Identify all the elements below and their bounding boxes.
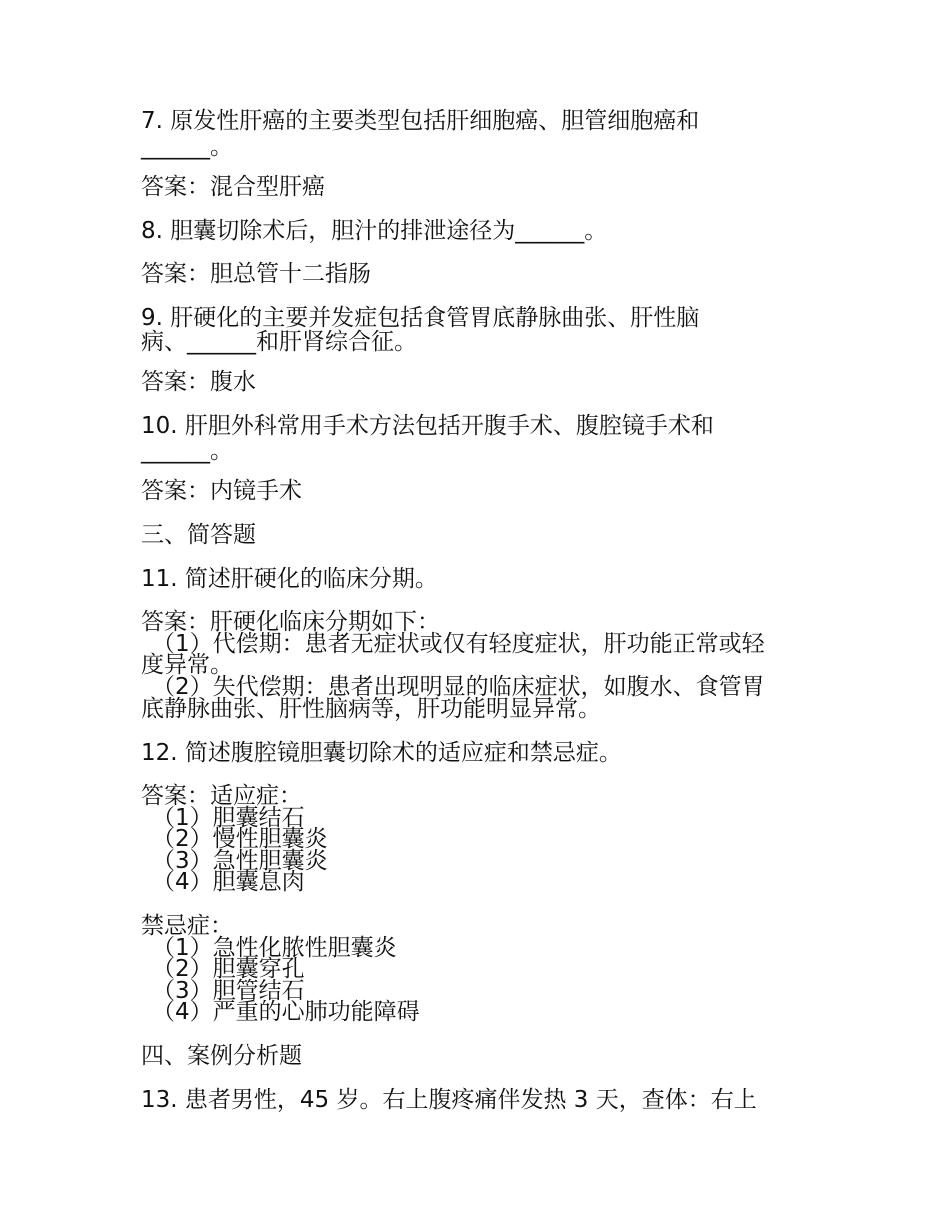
- question-13-line-1: 13. 患者男性，45 岁。右上腹疼痛伴发热 3 天，查体：右上: [141, 1087, 757, 1113]
- answer-11-item-2-line-1: （2）失代偿期：患者出现明显的临床症状，如腹水、食管胃: [152, 674, 765, 700]
- question-10-line-2: ______。: [141, 438, 233, 464]
- contraindications-label: 禁忌症：: [141, 913, 233, 939]
- indication-item-2: （2）慢性胆囊炎: [152, 826, 328, 852]
- answer-7: 答案：混合型肝癌: [141, 174, 325, 200]
- section-heading-short-answer: 三、简答题: [141, 522, 256, 548]
- question-9-line-1: 9. 肝硬化的主要并发症包括食管胃底静脉曲张、肝性脑: [141, 305, 700, 331]
- answer-11-intro: 答案：肝硬化临床分期如下：: [141, 609, 440, 635]
- answer-10: 答案：内镜手术: [141, 478, 302, 504]
- indication-item-4: （4）胆囊息肉: [152, 869, 305, 895]
- contraindication-item-3: （3）胆管结石: [152, 978, 305, 1004]
- answer-9: 答案：腹水: [141, 369, 256, 395]
- question-7-line-1: 7. 原发性肝癌的主要类型包括肝细胞癌、胆管细胞癌和: [141, 108, 700, 134]
- answer-11-item-1-line-2: 度异常。: [141, 652, 233, 678]
- contraindication-item-2: （2）胆囊穿孔: [152, 956, 305, 982]
- question-11: 11. 简述肝硬化的临床分期。: [141, 566, 438, 592]
- indication-item-3: （3）急性胆囊炎: [152, 848, 328, 874]
- question-9-line-2: 病、______和肝肾综合征。: [141, 329, 417, 355]
- answer-8: 答案：胆总管十二指肠: [141, 261, 371, 287]
- answer-11-item-1-line-1: （1）代偿期：患者无症状或仅有轻度症状，肝功能正常或轻: [152, 631, 765, 657]
- contraindication-item-1: （1）急性化脓性胆囊炎: [152, 935, 397, 961]
- question-8: 8. 胆囊切除术后，胆汁的排泄途径为______。: [141, 218, 608, 244]
- section-heading-case-analysis: 四、案例分析题: [141, 1043, 302, 1069]
- answer-11-item-2-line-2: 底静脉曲张、肝性脑病等，肝功能明显异常。: [141, 696, 601, 722]
- answer-12-indications-label: 答案：适应症：: [141, 783, 302, 809]
- indication-item-1: （1）胆囊结石: [152, 805, 305, 831]
- contraindication-item-4: （4）严重的心肺功能障碍: [152, 999, 420, 1025]
- question-7-line-2: ______。: [141, 134, 233, 160]
- question-12: 12. 简述腹腔镜胆囊切除术的适应症和禁忌症。: [141, 740, 622, 766]
- question-10-line-1: 10. 肝胆外科常用手术方法包括开腹手术、腹腔镜手术和: [141, 413, 714, 439]
